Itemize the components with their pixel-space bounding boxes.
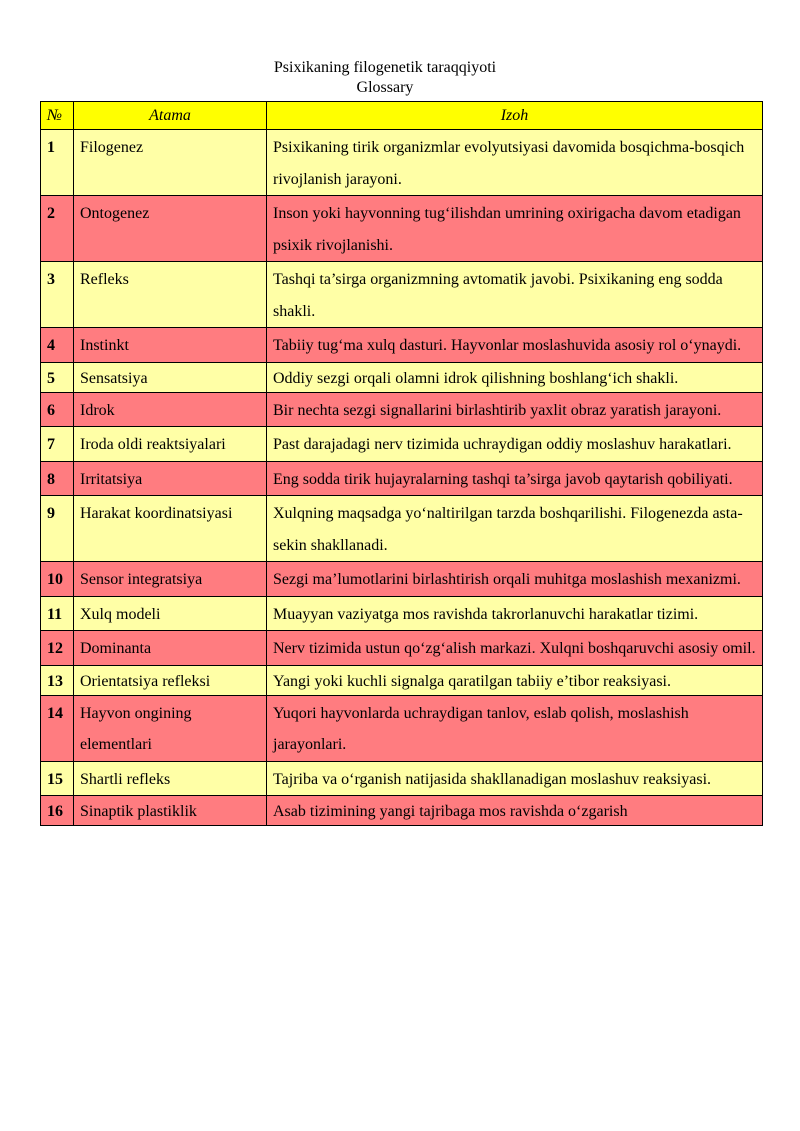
table-row [41,496,763,562]
row-definition: Tajriba va o‘rganish natijasida shakllanadigan moslashuv reaksiyasi. [267,761,763,796]
row-number: 6 [41,392,74,427]
row-definition: Inson yoki hayvonning tug‘ilishdan umrining oxirigacha davom etadigan psixik rivojlanishi. [267,196,763,262]
row-term: Sinaptik plastiklik [74,796,267,826]
row-definition: Tabiiy tug‘ma xulq dasturi. Hayvonlar moslashuvida asosiy rol o‘ynaydi. [267,328,763,363]
row-term: Shartli refleks [74,761,267,796]
table-row [41,796,763,826]
row-term: Ontogenez [74,196,267,262]
row-number: 14 [41,695,74,761]
table-row [41,461,763,496]
row-number: 8 [41,461,74,496]
table-row [41,328,763,363]
row-number: 11 [41,596,74,631]
row-definition: Asab tizimining yangi tajribaga mos ravishda o‘zgarish [267,796,763,826]
row-term: Orientatsiya refleksi [74,665,267,695]
row-term: Sensatsiya [74,362,267,392]
document-subtitle: Glossary [356,79,414,96]
row-number: 9 [41,496,74,562]
row-number: 10 [41,562,74,597]
table-row [41,562,763,597]
row-definition: Past darajadagi nerv tizimida uchraydigan oddiy moslashuv harakatlari. [267,427,763,462]
row-number: 1 [41,130,74,196]
row-number: 15 [41,761,74,796]
table-header-row [41,102,763,130]
row-definition: Nerv tizimida ustun qo‘zg‘alish markazi. Xulqni boshqaruvchi asosiy omil. [267,631,763,666]
row-term: Refleks [74,262,267,328]
row-number: 4 [41,328,74,363]
document-title: Psixikaning filogenetik taraqqiyoti [273,59,497,76]
table-row [41,392,763,427]
table-row [41,695,763,761]
row-definition: Psixikaning tirik organizmlar evolyutsiyasi davomida bosqichma-bosqich rivojlanish jarayoni. [267,130,763,196]
row-term: Filogenez [74,130,267,196]
table-row [41,596,763,631]
table-row [41,427,763,462]
column-header-number: № [41,102,74,130]
row-definition: Xulqning maqsadga yo‘naltirilgan tarzda boshqarilishi. Filogenezda asta-sekin shakllanadi. [267,496,763,562]
row-term: Iroda oldi reaktsiyalari [74,427,267,462]
row-number: 3 [41,262,74,328]
column-header-term: Atama [74,102,267,130]
row-definition: Oddiy sezgi orqali olamni idrok qilishning boshlang‘ich shakli. [267,362,763,392]
row-term: Sensor integratsiya [74,562,267,597]
row-definition: Muayyan vaziyatga mos ravishda takrorlanuvchi harakatlar tizimi. [267,596,763,631]
table-row [41,362,763,392]
table-row [41,130,763,196]
document-header [0,58,770,98]
row-definition: Yangi yoki kuchli signalga qaratilgan tabiiy e’tibor reaksiyasi. [267,665,763,695]
row-number: 5 [41,362,74,392]
row-number: 7 [41,427,74,462]
row-term: Instinkt [74,328,267,363]
row-definition: Tashqi ta’sirga organizmning avtomatik javobi. Psixikaning eng sodda shakli. [267,262,763,328]
table-row [41,761,763,796]
table-row [41,262,763,328]
row-term: Dominanta [74,631,267,666]
row-term: Idrok [74,392,267,427]
row-definition: Bir nechta sezgi signallarini birlashtirib yaxlit obraz yaratish jarayoni. [267,392,763,427]
column-header-definition: Izoh [267,102,763,130]
row-number: 12 [41,631,74,666]
row-number: 13 [41,665,74,695]
row-term: Hayvon ongining elementlari [74,695,267,761]
row-definition: Yuqori hayvonlarda uchraydigan tanlov, eslab qolish, moslashish jarayonlari. [267,695,763,761]
row-term: Irritatsiya [74,461,267,496]
row-number: 16 [41,796,74,826]
row-definition: Eng sodda tirik hujayralarning tashqi ta’sirga javob qaytarish qobiliyati. [267,461,763,496]
table-row [41,196,763,262]
row-number: 2 [41,196,74,262]
table-row [41,631,763,666]
table-row [41,665,763,695]
row-term: Xulq modeli [74,596,267,631]
row-term: Harakat koordinatsiyasi [74,496,267,562]
glossary-table [40,101,763,826]
row-definition: Sezgi ma’lumotlarini birlashtirish orqali muhitga moslashish mexanizmi. [267,562,763,597]
